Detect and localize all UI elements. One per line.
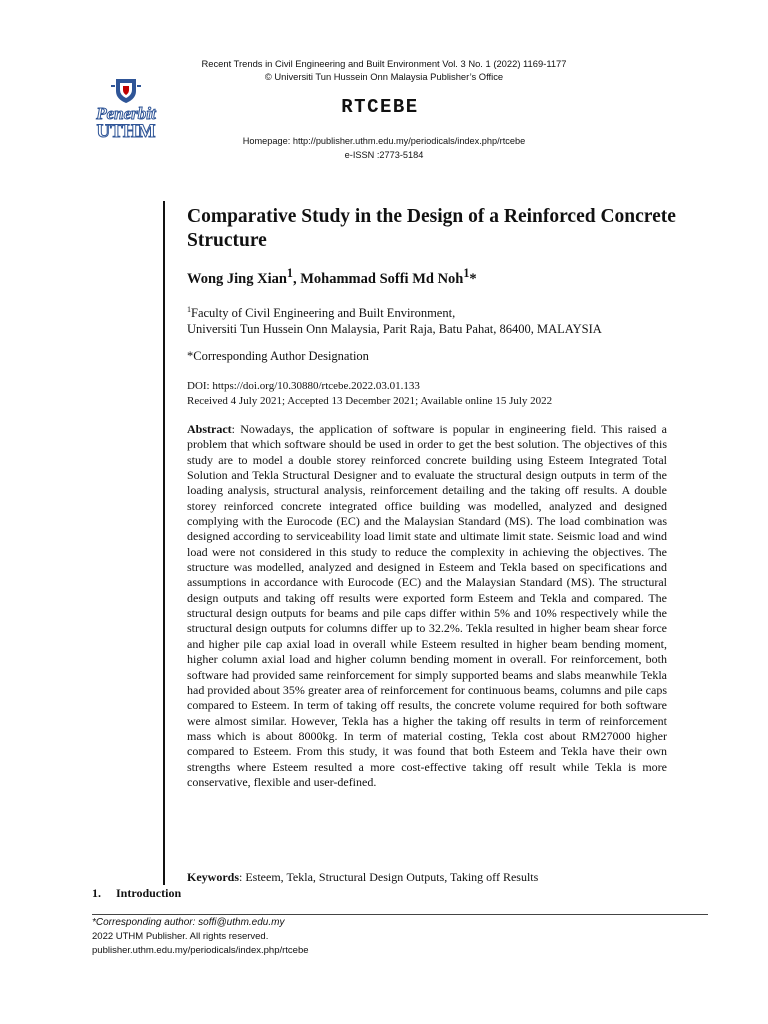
abstract <box>187 422 667 790</box>
uthm-publisher-logo <box>80 77 172 143</box>
journal-abbreviation: RTCEBE <box>341 96 419 118</box>
footer-corresponding-email[interactable]: *Corresponding author: soffi@uthm.edu.my <box>92 917 285 928</box>
affiliation-text: Faculty of Civil Engineering and Built Environment, <box>191 306 456 321</box>
affiliation-marker: 1 <box>187 305 191 314</box>
paper-title: Comparative Study in the Design of a Reinforced Concrete Structure <box>187 206 676 251</box>
eissn-line: e-ISSN :2773-5184 <box>344 150 424 160</box>
keywords-label: Keywords <box>187 870 239 884</box>
abstract-text: : Nowadays, the application of software is popular in engineering field. This raised a problem that which software should be used in order to get the best solution. The objectives of this study are to model a double storey reinforced concrete building using Esteem Integrated Total Solution and Tekla Structural Designer and to evaluate the structural design outputs in term of the loading analysis, structural analysis, reinforcement detailing and the taking off results. A double storey reinforced concrete integrated office building was modelled, analyzed and designed complying with the Eurocode (EC) and the Malaysian Standard (MS). The load combination was designed according to serviceability load limit state and ultimate limit state. Seismic load and wind load were not considered in this study to reduce the complexity in achieving the objectives. The structure was modelled, analyzed and designed in Esteem and Tekla based on specifications and assumptions in accordance with Eurocode (EC) and the Malaysian Standard (MS). The structural design outputs and taking off results were exported form Esteem and Tekla and compared. The structural design outputs for beams and pile caps differ within 5% and 10% respectively while the structural design outputs for columns differ up to 32.2%. Tekla resulted in higher beam shear force and higher pile cap axial load in overall while Esteem resulted in higher beam bending moment, higher column axial load and higher column bending moment in overall. For reinforcement, both software had provided same reinforcement for simply supported beams and slabs meanwhile Tekla had provided about 35% greater area of reinforcement for continuous beams, columns and pile caps compared to Esteem. In term of taking off results, the concrete volume required for both software were almost similar. However, Tekla has a higher the taking off results in term of reinforcement mass which is about 8000kg. In term of material costing, Tekla cost about RM27000 higher compared to Esteem. From this study, it was found that both Esteem and Tekla have their own strengths where Esteem resulted a more cost-effective taking off result while Tekla is more conservative, flexible and user-defined. <box>187 422 667 789</box>
svg-text:UTHM: UTHM <box>96 121 156 142</box>
corresponding-star: * <box>469 270 477 287</box>
footer-url[interactable]: publisher.uthm.edu.my/periodicals/index.php/rtcebe <box>92 945 309 956</box>
author-list <box>187 266 477 288</box>
journal-citation: Recent Trends in Civil Engineering and Built Environment Vol. 3 No. 1 (2022) 1169-1177 <box>201 58 567 69</box>
svg-text:Penerbit: Penerbit <box>96 104 156 123</box>
author-affiliation-marker: 1 <box>286 266 293 280</box>
section-title: Introduction <box>116 886 182 900</box>
dates-line: Received 4 July 2021; Accepted 13 December 2021; Available online 15 July 2022 <box>187 395 553 407</box>
journal-homepage[interactable]: Homepage: http://publisher.uthm.edu.my/periodicals/index.php/rtcebe <box>242 136 526 146</box>
copyright-line: © Universiti Tun Hussein Onn Malaysia Publisher’s Office <box>264 71 504 82</box>
corresponding-author-note: *Corresponding Author Designation <box>187 349 369 363</box>
keywords-text: : Esteem, Tekla, Structural Design Outputs, Taking off Results <box>239 870 539 884</box>
affiliation-line <box>187 302 707 321</box>
affiliation-line: Universiti Tun Hussein Onn Malaysia, Parit Raja, Batu Pahat, 86400, MALAYSIA <box>187 322 602 337</box>
affiliation <box>187 302 707 337</box>
author-affiliation-marker: 1 <box>463 266 470 280</box>
author-name: Wong Jing Xian <box>187 270 287 287</box>
keywords <box>187 870 538 885</box>
section-number: 1. <box>92 886 101 900</box>
abstract-label: Abstract <box>187 422 232 436</box>
section-heading-introduction <box>92 886 181 901</box>
footer-rights: 2022 UTHM Publisher. All rights reserved. <box>92 931 269 942</box>
footer-divider <box>92 914 708 915</box>
left-margin-rule <box>163 201 165 885</box>
publisher-crest-icon <box>80 77 172 143</box>
doi-line[interactable]: DOI: https://doi.org/10.30880/rtcebe.2022.03.01.133 <box>187 380 420 392</box>
author-name: , Mohammad Soffi Md Noh <box>292 270 464 287</box>
